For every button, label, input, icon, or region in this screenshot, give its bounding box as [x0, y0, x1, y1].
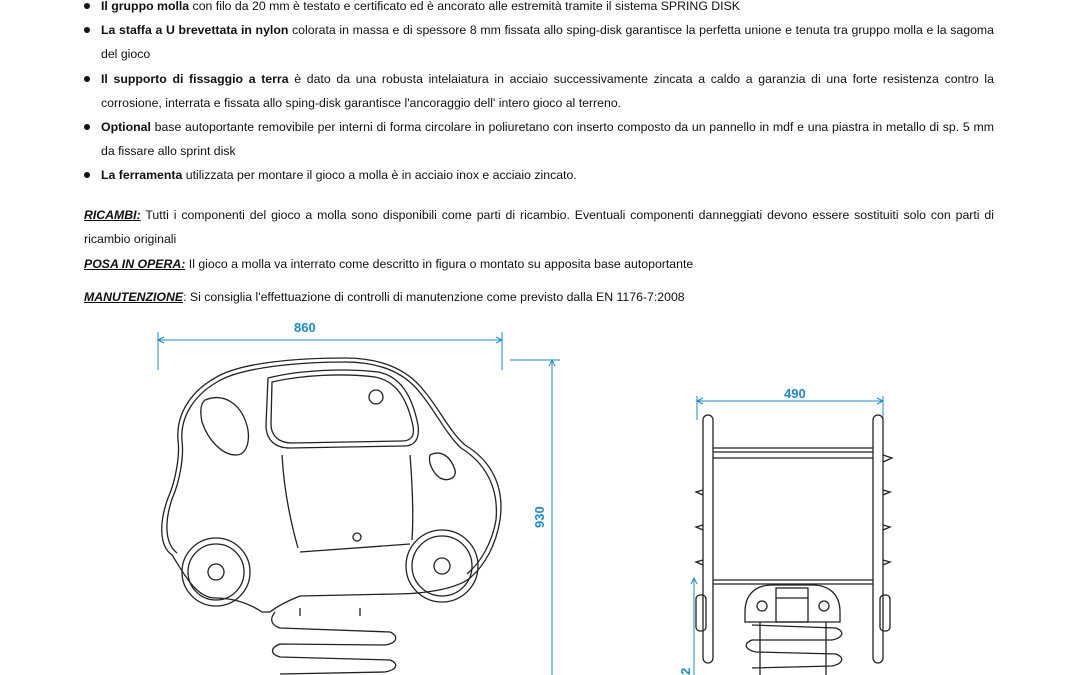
- manutenzione-text: : Si consiglia l'effettuazione di controlli di manutenzione come previsto dalla EN 1176-7:2008: [183, 290, 685, 304]
- bullet-title: Il supporto di fissaggio a terra: [101, 71, 289, 86]
- dimension-width-side: 860: [294, 320, 316, 335]
- posa-label: POSA IN OPERA:: [84, 257, 186, 271]
- car-front-view: [696, 415, 892, 675]
- bullet-title: La ferramenta: [101, 168, 183, 183]
- ricambi-text: Tutti i componenti del gioco a molla sono disponibili come parti di ricambio. Eventuali componenti danneggiati devono essere sostituiti solo con parti di ricambio originali: [84, 208, 994, 247]
- bullet-text: utilizzata per montare il gioco a molla è in acciaio inox e acciaio zincato.: [182, 168, 577, 183]
- side-dimension-lines: [158, 332, 560, 675]
- bullet-text: base autoportante removibile per interni di forma circolare in poliuretano con inserto composto da un pannello in mdf e una piastra in metallo di sp. 5 mm da fissare allo sprint disk: [101, 120, 994, 159]
- dimension-width-front: 490: [784, 386, 806, 401]
- posa-text: Il gioco a molla va interrato come descritto in figura o montato su apposita base autoportante: [185, 257, 694, 271]
- car-side-view: [162, 358, 501, 674]
- bullet-title: La staffa a U brevettata in nylon: [101, 23, 289, 38]
- bullet-title: Optional: [101, 120, 151, 135]
- front-dimension-lines: [691, 396, 883, 675]
- ricambi-label: RICAMBI:: [84, 208, 141, 222]
- bullet-title: Il gruppo molla: [101, 0, 190, 13]
- bullet-text: con filo da 20 mm è testato e certificato ed è ancorato alle estremità tramite il sistema SPRING DISK: [189, 0, 740, 13]
- dimension-height: 930: [532, 506, 547, 528]
- bullet-text: è dato da una robusta intelaiatura in acciaio successivamente zincata a caldo a garanzia di una forte resistenza contro la corrosione, interrata e fissata allo sping-disk garantisce l'ancoraggio dell' intero gioco al terreno.: [101, 71, 994, 110]
- dimension-partial: 2: [678, 667, 693, 675]
- manutenzione-label: MANUTENZIONE: [84, 290, 184, 304]
- bullet-text: colorata in massa e di spessore 8 mm fissata allo sping-disk garantisce la perfetta unione e tenuta tra gruppo molla e la sagoma del gioco: [101, 23, 994, 62]
